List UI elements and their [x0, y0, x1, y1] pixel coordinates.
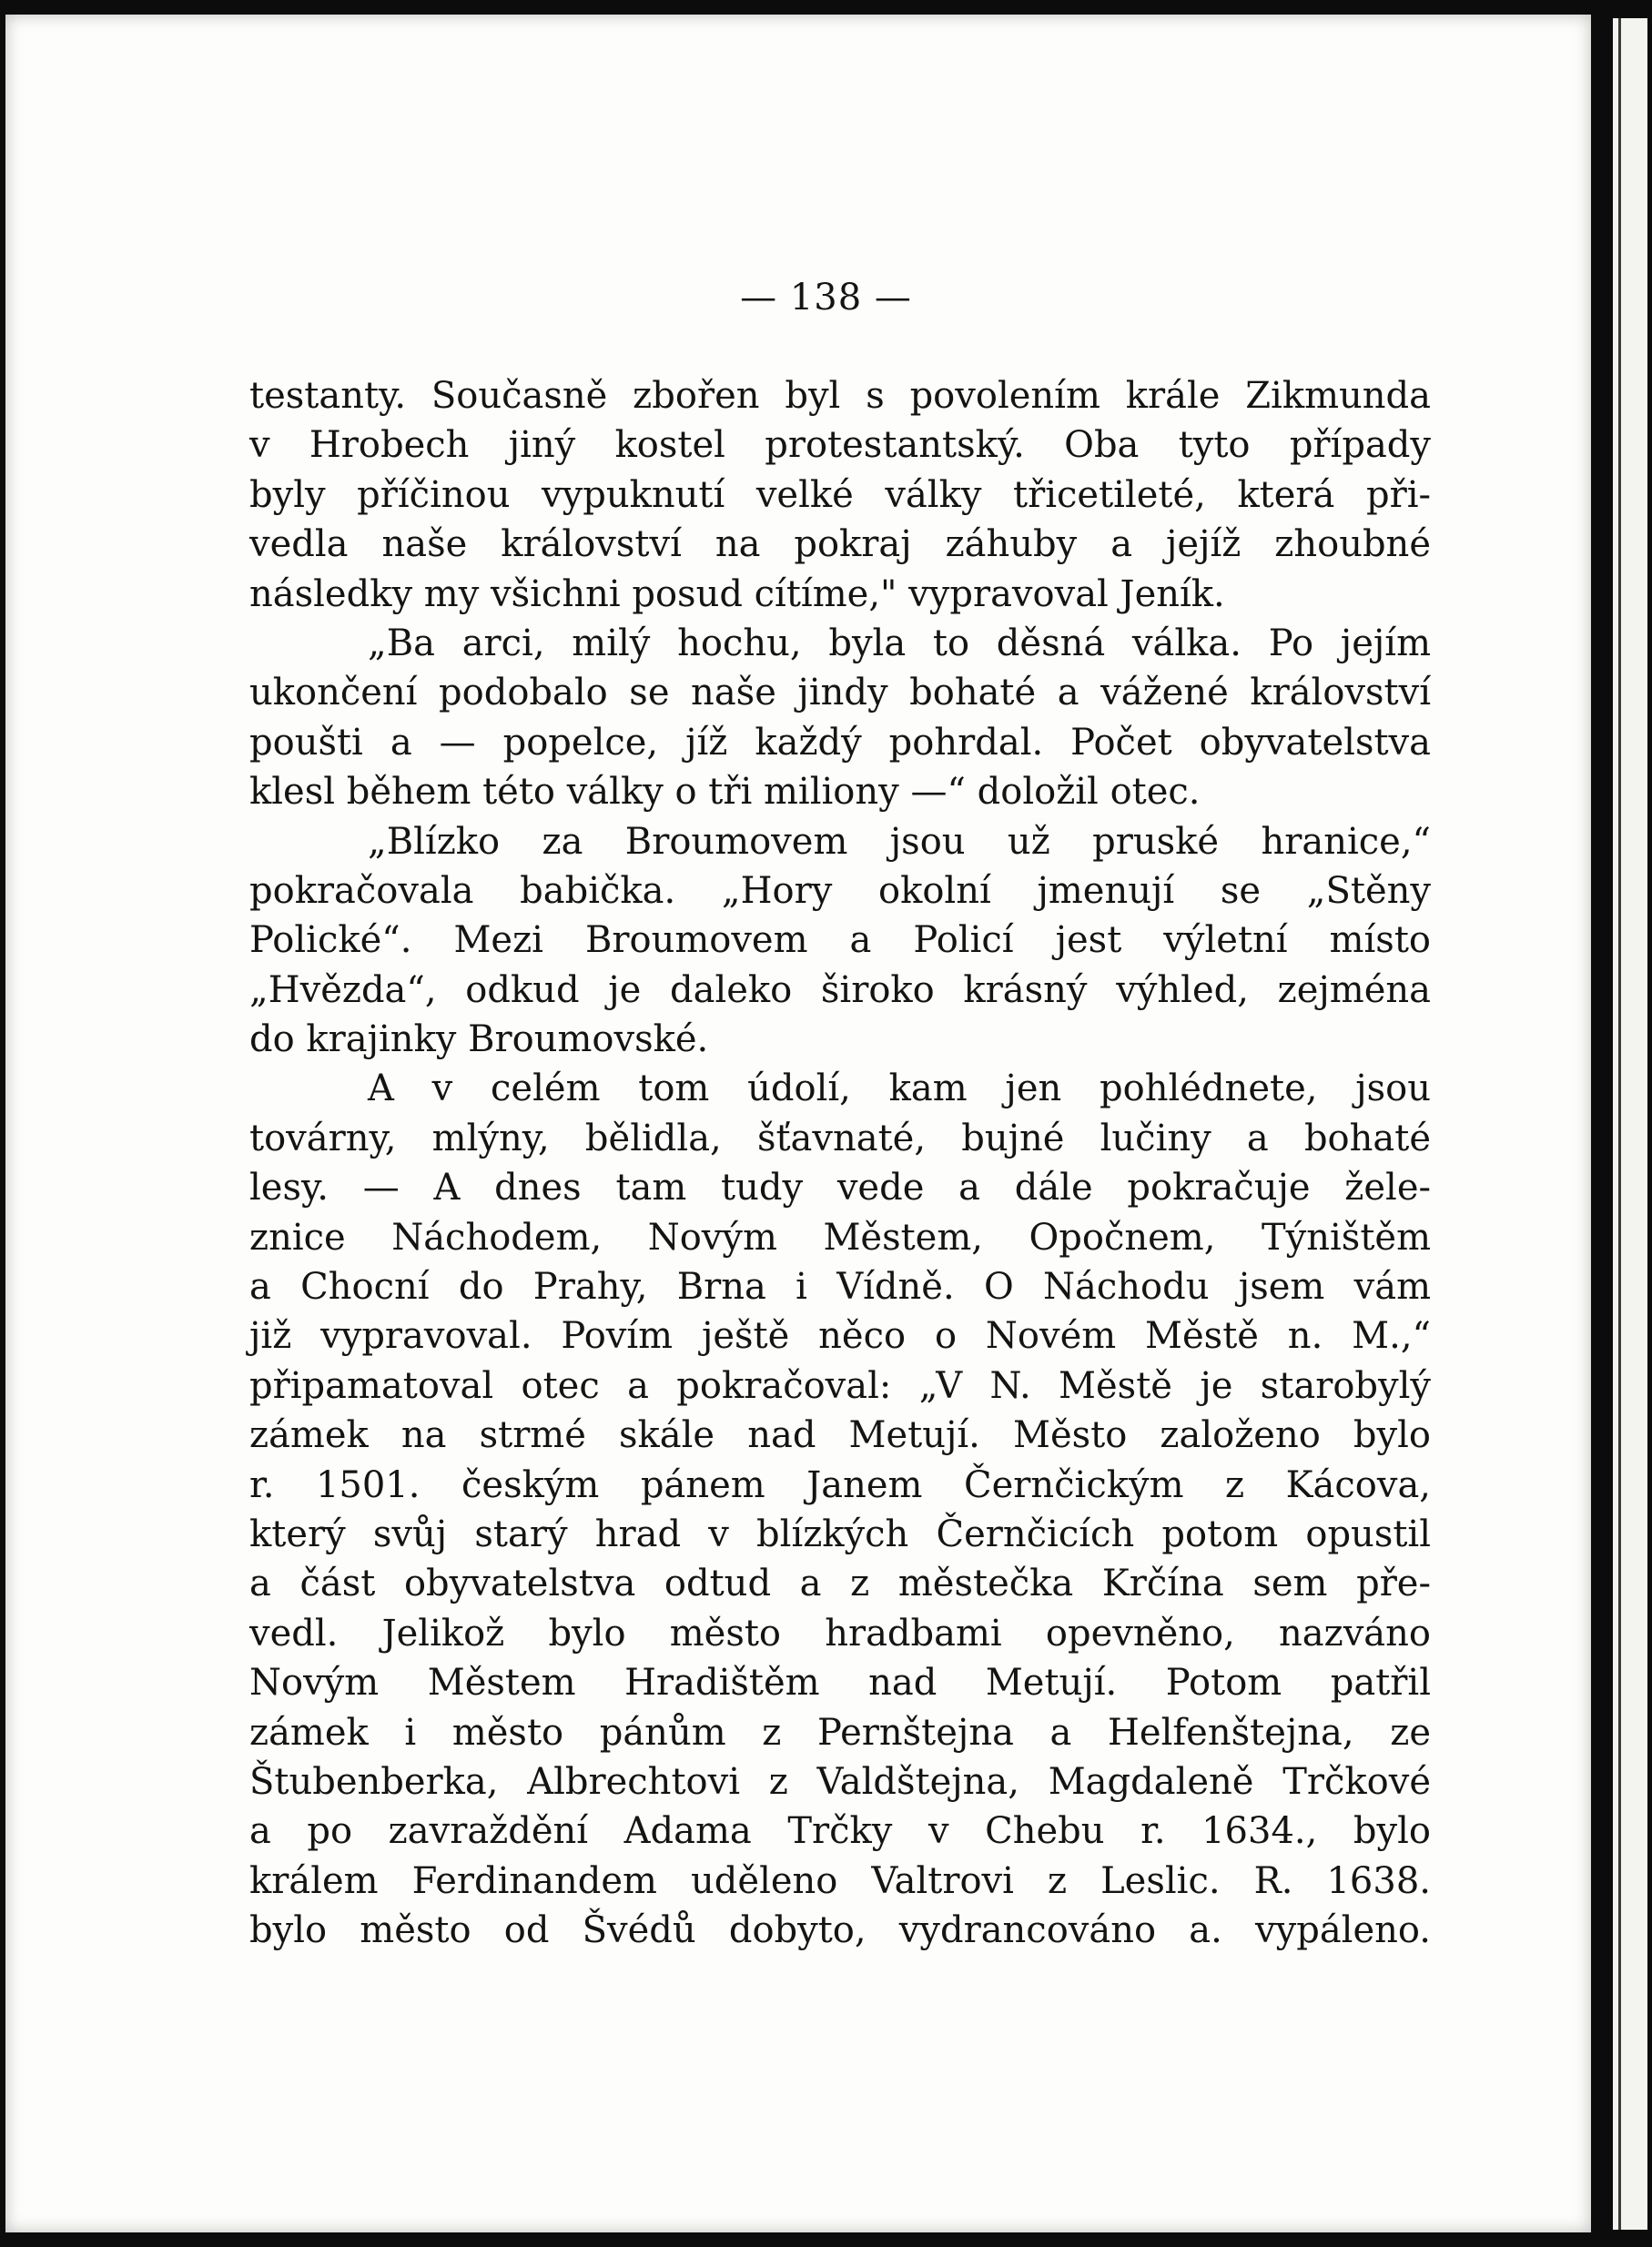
text-line: bylo město od Švédů dobyto, vydrancováno a. vypáleno. — [249, 1909, 1431, 1952]
text-line: lesy. — A dnes tam tudy vede a dále pokračuje žele- — [249, 1167, 1431, 1210]
text-line: „Blízko za Broumovem jsou už pruské hranice,“ — [368, 820, 1431, 863]
text-line: poušti a — popelce, jíž každý pohrdal. Počet obyvatelstva — [249, 721, 1431, 764]
text-line: Novým Městem Hradištěm nad Metují. Potom patřil — [249, 1662, 1431, 1705]
text-line: „Hvězda“, odkud je daleko široko krásný výhled, zejména — [249, 968, 1431, 1011]
text-line: do krajinky Broumovské. — [249, 1018, 709, 1061]
text-line: který svůj starý hrad v blízkých Černčicích potom opustil — [249, 1513, 1431, 1555]
text-line: továrny, mlýny, bělidla, šťavnaté, bujné lučiny a bohaté — [249, 1117, 1431, 1159]
text-line: „Ba arci, milý hochu, byla to děsná válka. Po jejím — [368, 622, 1431, 664]
text-line: byly příčinou vypuknutí velké války třicetileté, která při- — [249, 473, 1431, 516]
text-line: králem Ferdinandem uděleno Valtrovi z Leslic. R. 1638. — [249, 1859, 1431, 1902]
page-number: — 138 — — [740, 277, 912, 319]
text-line: a část obyvatelstva odtud a z městečka Krčína sem pře- — [249, 1563, 1431, 1605]
text-line: zámek na strmé skále nad Metují. Město založeno bylo — [249, 1414, 1431, 1457]
text-line: pokračovala babička. „Hory okolní jmenují se „Stěny — [249, 869, 1431, 912]
text-line: a Chocní do Prahy, Brna i Vídně. O Náchodu jsem vám — [249, 1266, 1431, 1309]
text-line: A v celém tom údolí, kam jen pohlédnete, jsou — [368, 1068, 1431, 1110]
text-line: Polické“. Mezi Broumovem a Policí jest výletní místo — [249, 919, 1431, 962]
text-line: klesl během této války o tři miliony —“ doložil otec. — [249, 771, 1201, 814]
text-line: a po zavraždění Adama Trčky v Chebu r. 1634., bylo — [249, 1810, 1431, 1853]
binding-edge-line — [1618, 18, 1621, 2230]
text-line: vedl. Jelikož bylo město hradbami opevněno, nazváno — [249, 1612, 1431, 1655]
text-line: připamatoval otec a pokračoval: „V N. Městě je starobylý — [249, 1364, 1431, 1407]
text-line: Štubenberka, Albrechtovi z Valdštejna, Magdaleně Trčkové — [249, 1760, 1431, 1803]
text-line: r. 1501. českým pánem Janem Černčickým z Kácova, — [249, 1463, 1431, 1506]
text-line: v Hrobech jiný kostel protestantský. Oba tyto případy — [249, 424, 1431, 467]
text-line: následky my všichni posud cítíme," vypravoval Jeník. — [249, 572, 1225, 615]
text-line: ukončení podobalo se naše jindy bohaté a vážené království — [249, 672, 1431, 714]
text-line: již vypravoval. Povím ještě něco o Novém Městě n. M.,“ — [249, 1315, 1431, 1358]
text-line: vedla naše království na pokraj záhuby a jejíž zhoubné — [249, 523, 1431, 566]
text-line: znice Náchodem, Novým Městem, Opočnem, Týništěm — [249, 1216, 1431, 1259]
body-text — [249, 371, 1431, 1956]
text-line: zámek i město pánům z Pernštejna a Helfenštejna, ze — [249, 1711, 1431, 1754]
text-line: testanty. Současně zbořen byl s povolením krále Zikmunda — [249, 375, 1431, 417]
